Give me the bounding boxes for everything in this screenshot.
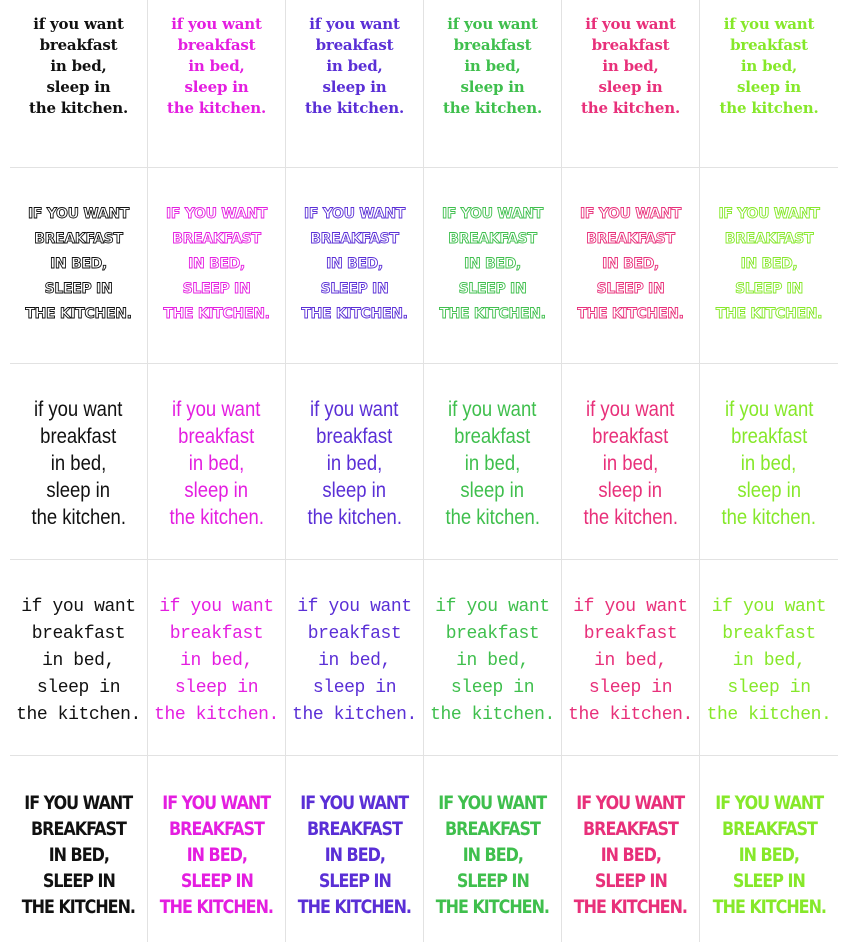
quote-line: the kitchen. [719, 99, 819, 117]
quote-label-outline-caps-green [424, 168, 562, 364]
quote-line: if you want [34, 398, 123, 421]
quote-label-bold-serif-green [424, 0, 562, 168]
quote-line: BREAKFAST [586, 231, 675, 247]
quote-line: sleep in [588, 678, 673, 698]
quote-line: breakfast [39, 36, 118, 54]
quote-line: BREAKFAST [172, 231, 261, 247]
quote-line: IN BED, [738, 844, 800, 866]
quote-line: IN BED, [48, 844, 109, 866]
quote-line: breakfast [316, 425, 393, 448]
quote-line: BREAKFAST [448, 231, 537, 247]
quote-line: BREAKFAST [169, 818, 264, 840]
quote-line: SLEEP IN [594, 870, 667, 892]
quote-line: sleep in [46, 78, 111, 96]
quote-line: sleep in [598, 78, 663, 96]
quote-line: sleep in [460, 479, 525, 502]
quote-line: the kitchen. [583, 506, 678, 529]
quote-line: BREAKFAST [445, 818, 540, 840]
quote-line: BREAKFAST [307, 818, 402, 840]
quote-line: sleep in [174, 678, 259, 698]
quote-line: breakfast [445, 624, 540, 644]
quote-label-bold-serif-purple [286, 0, 424, 168]
quote-line: sleep in [322, 479, 387, 502]
quote-line: in bed, [326, 452, 383, 475]
quote-line: IF YOU WANT [441, 206, 544, 222]
quote-line: the kitchen. [167, 99, 266, 117]
quote-line: breakfast [730, 36, 808, 54]
quote-line: the kitchen. [31, 506, 126, 529]
quote-line: the kitchen. [443, 99, 542, 117]
quote-line: SLEEP IN [596, 281, 665, 297]
quote-line: if you want [586, 398, 675, 421]
quote-line: the kitchen. [154, 705, 279, 725]
quote-line: in bed, [732, 651, 806, 671]
quote-line: if you want [159, 597, 274, 617]
quote-line: THE KITCHEN. [159, 896, 274, 918]
quote-line: the kitchen. [581, 99, 680, 117]
quote-line: THE KITCHEN. [297, 896, 412, 918]
quote-line: SLEEP IN [318, 870, 391, 892]
quote-line: if you want [435, 597, 550, 617]
quote-line: THE KITCHEN. [573, 896, 688, 918]
quote-line: breakfast [453, 36, 532, 54]
quote-line: IN BED, [740, 256, 798, 272]
quote-line: THE KITCHEN. [301, 306, 408, 322]
quote-line: the kitchen. [169, 506, 264, 529]
quote-line: IF YOU WANT [27, 206, 130, 222]
quote-label-bold-caps-magenta [148, 756, 286, 942]
quote-line: IF YOU WANT [718, 206, 820, 222]
quote-line: breakfast [583, 624, 678, 644]
quote-line: THE KITCHEN. [712, 896, 826, 918]
quote-line: in bed, [326, 57, 383, 75]
quote-line: THE KITCHEN. [439, 306, 546, 322]
quote-line: the kitchen. [721, 506, 817, 529]
quote-line: SLEEP IN [735, 281, 803, 297]
quote-line: BREAKFAST [310, 231, 399, 247]
quote-label-condensed-sans-lime [700, 364, 838, 560]
quote-line: in bed, [50, 57, 107, 75]
quote-label-bold-serif-black [10, 0, 148, 168]
quote-line: IF YOU WANT [24, 792, 133, 814]
quote-line: breakfast [730, 425, 808, 448]
quote-line: IF YOU WANT [576, 792, 685, 814]
quote-line: THE KITCHEN. [435, 896, 550, 918]
quote-line: THE KITCHEN. [715, 306, 823, 322]
quote-label-outline-caps-magenta [148, 168, 286, 364]
quote-line: BREAKFAST [724, 231, 814, 247]
quote-line: SLEEP IN [42, 870, 115, 892]
quote-line: the kitchen. [430, 705, 555, 725]
quote-line: if you want [711, 597, 827, 617]
quote-label-outline-caps-purple [286, 168, 424, 364]
quote-label-outline-caps-black [10, 168, 148, 364]
quote-line: in bed, [50, 452, 107, 475]
quote-line: IN BED, [462, 844, 523, 866]
quote-label-typewriter-purple [286, 560, 424, 756]
quote-line: IF YOU WANT [715, 792, 823, 814]
quote-line: sleep in [737, 78, 801, 96]
quote-line: SLEEP IN [180, 870, 253, 892]
quote-line: THE KITCHEN. [21, 896, 136, 918]
quote-label-condensed-sans-pink [562, 364, 700, 560]
quote-line: if you want [21, 597, 136, 617]
quote-line: the kitchen. [706, 705, 832, 725]
quote-line: in bed, [464, 57, 521, 75]
quote-line: the kitchen. [307, 506, 402, 529]
quote-label-outline-caps-pink [562, 168, 700, 364]
quote-line: THE KITCHEN. [577, 306, 684, 322]
quote-line: IN BED, [324, 844, 385, 866]
quote-line: IN BED, [600, 844, 661, 866]
quote-line: if you want [447, 15, 538, 33]
quote-line: if you want [297, 597, 412, 617]
quote-line: the kitchen. [292, 705, 417, 725]
quote-line: SLEEP IN [182, 281, 251, 297]
quote-line: if you want [33, 15, 124, 33]
quote-line: breakfast [307, 624, 402, 644]
quote-line: IF YOU WANT [303, 206, 406, 222]
quote-label-outline-caps-lime [700, 168, 838, 364]
quote-line: breakfast [592, 425, 669, 448]
quote-line: SLEEP IN [458, 281, 527, 297]
quote-line: the kitchen. [445, 506, 540, 529]
quote-line: sleep in [312, 678, 397, 698]
quote-line: THE KITCHEN. [25, 306, 132, 322]
quote-line: sleep in [184, 78, 249, 96]
quote-line: SLEEP IN [44, 281, 113, 297]
quote-line: sleep in [460, 78, 525, 96]
quote-line: IN BED, [188, 256, 245, 272]
quote-line: if you want [309, 15, 400, 33]
quote-line: THE KITCHEN. [163, 306, 270, 322]
quote-line: IF YOU WANT [438, 792, 547, 814]
quote-line: the kitchen. [305, 99, 404, 117]
quote-line: breakfast [454, 425, 531, 448]
quote-line: the kitchen. [568, 705, 693, 725]
quote-label-bold-caps-black [10, 756, 148, 942]
quote-line: breakfast [722, 624, 816, 644]
quote-line: the kitchen. [29, 99, 128, 117]
label-sheet-grid [10, 0, 840, 942]
quote-line: in bed, [456, 651, 529, 671]
quote-line: if you want [573, 597, 688, 617]
quote-line: sleep in [598, 479, 663, 502]
quote-line: in bed, [602, 57, 659, 75]
quote-line: if you want [723, 15, 815, 33]
quote-line: sleep in [184, 479, 249, 502]
quote-line: breakfast [178, 425, 255, 448]
quote-line: SLEEP IN [456, 870, 529, 892]
quote-line: IN BED, [326, 256, 383, 272]
quote-label-bold-serif-lime [700, 0, 838, 168]
quote-label-bold-caps-purple [286, 756, 424, 942]
quote-line: sleep in [450, 678, 535, 698]
quote-label-typewriter-pink [562, 560, 700, 756]
quote-line: in bed, [42, 651, 115, 671]
quote-label-condensed-sans-magenta [148, 364, 286, 560]
quote-line: IF YOU WANT [162, 792, 271, 814]
quote-line: the kitchen. [16, 705, 141, 725]
quote-line: BREAKFAST [31, 818, 126, 840]
quote-line: in bed, [464, 452, 521, 475]
quote-line: if you want [171, 15, 262, 33]
quote-line: in bed, [188, 452, 245, 475]
quote-line: BREAKFAST [721, 818, 817, 840]
quote-line: breakfast [177, 36, 256, 54]
quote-line: BREAKFAST [583, 818, 678, 840]
quote-line: breakfast [591, 36, 670, 54]
quote-label-condensed-sans-green [424, 364, 562, 560]
quote-label-typewriter-black [10, 560, 148, 756]
quote-label-bold-serif-pink [562, 0, 700, 168]
quote-line: IF YOU WANT [300, 792, 409, 814]
quote-label-condensed-sans-purple [286, 364, 424, 560]
quote-line: SLEEP IN [320, 281, 389, 297]
quote-label-bold-caps-pink [562, 756, 700, 942]
quote-line: in bed, [318, 651, 391, 671]
quote-line: breakfast [31, 624, 126, 644]
quote-line: IN BED, [464, 256, 521, 272]
quote-line: in bed, [188, 57, 245, 75]
quote-line: if you want [172, 398, 261, 421]
quote-line: IF YOU WANT [165, 206, 268, 222]
quote-line: in bed, [740, 57, 798, 75]
quote-line: in bed, [180, 651, 253, 671]
quote-line: breakfast [40, 425, 117, 448]
quote-line: IN BED, [50, 256, 107, 272]
quote-label-bold-caps-lime [700, 756, 838, 942]
quote-line: BREAKFAST [34, 231, 123, 247]
quote-line: if you want [585, 15, 676, 33]
quote-line: sleep in [46, 479, 111, 502]
quote-line: breakfast [315, 36, 394, 54]
quote-label-typewriter-green [424, 560, 562, 756]
quote-line: IN BED, [186, 844, 247, 866]
quote-line: if you want [724, 398, 814, 421]
quote-line: sleep in [36, 678, 121, 698]
quote-line: if you want [310, 398, 399, 421]
quote-line: IN BED, [602, 256, 659, 272]
quote-line: in bed, [594, 651, 667, 671]
quote-line: sleep in [322, 78, 387, 96]
quote-label-typewriter-lime [700, 560, 838, 756]
quote-line: IF YOU WANT [579, 206, 682, 222]
quote-label-bold-serif-magenta [148, 0, 286, 168]
quote-line: in bed, [602, 452, 659, 475]
quote-label-typewriter-magenta [148, 560, 286, 756]
quote-line: in bed, [741, 452, 797, 475]
quote-label-condensed-sans-black [10, 364, 148, 560]
quote-line: SLEEP IN [733, 870, 805, 892]
quote-line: if you want [448, 398, 537, 421]
quote-line: breakfast [169, 624, 264, 644]
quote-line: sleep in [737, 479, 801, 502]
quote-label-bold-caps-green [424, 756, 562, 942]
quote-line: sleep in [727, 678, 811, 698]
